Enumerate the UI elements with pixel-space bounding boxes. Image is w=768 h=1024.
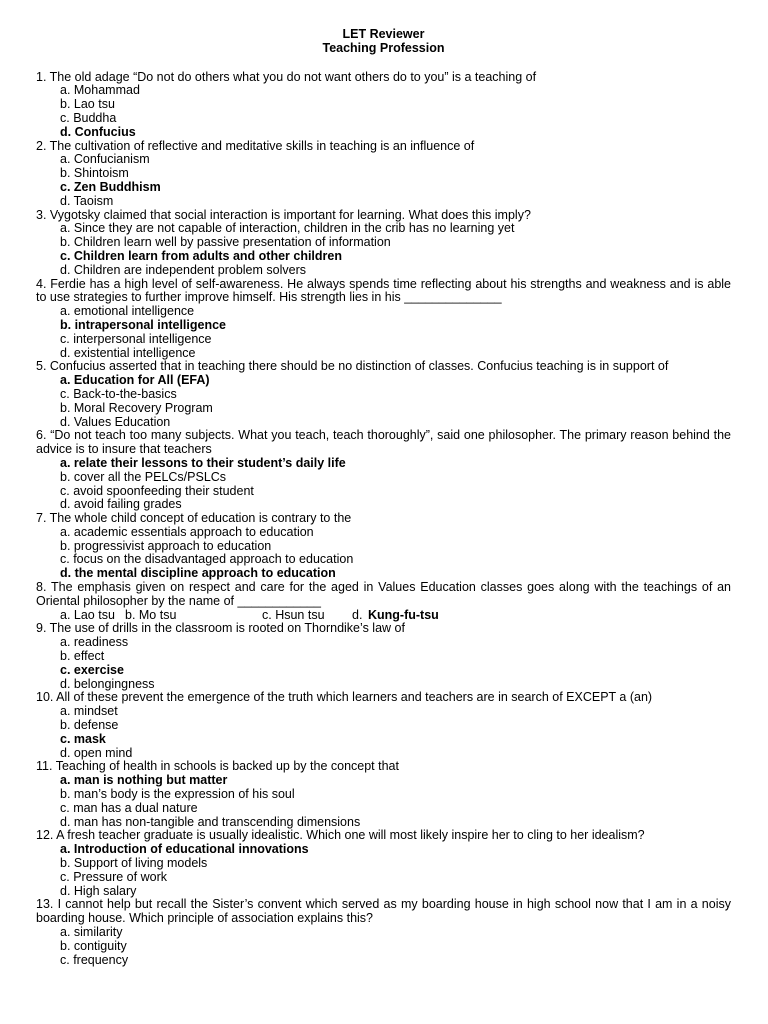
answer-option-correct: Kung-fu-tsu [368, 607, 439, 622]
answer-option-correct: c. Children learn from adults and other children [60, 248, 342, 263]
question-list [36, 71, 731, 968]
answer-option: d. belongingness [60, 676, 155, 691]
document-page [36, 28, 731, 967]
answer-option: a. mindset [60, 704, 118, 719]
answer-option: c. avoid spoonfeeding their student [60, 483, 254, 498]
question-text: 1. The old adage “Do not do others what you do not want others do to you” is a teaching of [36, 69, 537, 84]
answer-option: d. existential intelligence [60, 345, 196, 360]
answer-option: a. similarity [60, 925, 123, 939]
answer-option: a. Mohammad [60, 83, 140, 98]
answer-option-correct: c. Zen Buddhism [60, 179, 161, 194]
question-text: 3. Vygotsky claimed that social interaction is important for learning. What does this imply? [36, 207, 531, 222]
answer-option-correct: c. mask [60, 731, 106, 746]
question-text: 8. The emphasis given on respect and care for the aged in Values Education classes goes along with the teachings of an Oriental philosopher by the name of ____________ [36, 580, 731, 608]
question-text: 13. I cannot help but recall the Sister’s convent which served as my boarding house in high school now that I am in a noisy boarding house. Which principle of association explains this? [36, 897, 731, 926]
document-title: LET Reviewer [342, 27, 425, 41]
answer-option: b. Children learn well by passive presentation of information [60, 235, 391, 250]
answer-option-correct: d. Confucius [60, 124, 136, 139]
answer-option: c. man has a dual nature [60, 800, 198, 815]
answer-option-correct: a. Education for All (EFA) [60, 373, 210, 388]
answer-option: c. interpersonal intelligence [60, 331, 212, 346]
question-text: 11. Teaching of health in schools is backed up by the concept that [36, 759, 399, 774]
question-text: 5. Confucius asserted that in teaching there should be no distinction of classes. Confucius teaching is in support of [36, 359, 669, 374]
answer-option: a. Confucianism [60, 152, 150, 167]
title-spacer [36, 56, 731, 71]
answer-option: c. Hsun tsu [262, 607, 325, 622]
answer-option: b. effect [60, 649, 105, 664]
answer-option: b. Shintoism [60, 166, 129, 181]
question-text: 9. The use of drills in the classroom is rooted on Thorndike’s law of [36, 621, 405, 636]
answer-option: d. avoid failing grades [60, 497, 182, 512]
answer-option: d. High salary [60, 883, 137, 898]
question-text: 6. “Do not teach too many subjects. What you teach, teach thoroughly”, said one philosopher. The primary reason behind the advice is to insure that teachers [36, 428, 731, 457]
answer-option: a. emotional intelligence [60, 304, 195, 319]
answer-option: d. Children are independent problem solvers [60, 262, 306, 277]
answer-option: c. Buddha [60, 110, 117, 125]
answer-option: b. Mo tsu [125, 607, 177, 622]
answer-option-correct: d. the mental discipline approach to education [60, 566, 336, 581]
answer-option: a. academic essentials approach to education [60, 524, 314, 539]
answer-option: d. open mind [60, 745, 133, 760]
answer-option: c. focus on the disadvantaged approach to education [60, 552, 354, 567]
answer-option: b. cover all the PELCs/PSLCs [60, 469, 227, 484]
answer-option: d. man has non-tangible and transcending dimensions [60, 814, 361, 829]
question-text: 10. All of these prevent the emergence of the truth which learners and teachers are in search of EXCEPT a (an) [36, 690, 653, 705]
answer-option: b. Lao tsu [60, 97, 115, 112]
question-text: 7. The whole child concept of education is contrary to the [36, 511, 352, 526]
answer-option: a. readiness [60, 635, 129, 650]
answer-option: d. [352, 607, 363, 622]
question-text: 12. A fresh teacher graduate is usually idealistic. Which one will most likely inspire her to cling to her idealism? [36, 828, 645, 843]
answer-option-correct: a. relate their lessons to their student’s daily life [60, 455, 346, 470]
answer-option: b. man’s body is the expression of his soul [60, 787, 295, 802]
answer-option-correct: a. Introduction of educational innovations [60, 842, 309, 857]
answer-option-row [36, 609, 731, 623]
question-text: 4. Ferdie has a high level of self-awareness. He always spends time reflecting about his strengths and weakness and is able to use strategies to further improve himself. His strength lies in his ______________ [36, 276, 731, 305]
answer-option-correct: c. exercise [60, 662, 124, 677]
answer-option: a. Since they are not capable of interaction, children in the crib has no learning yet [60, 221, 515, 236]
answer-option: b. defense [60, 718, 119, 733]
answer-option: c. Pressure of work [60, 869, 167, 884]
document-subtitle: Teaching Profession [322, 40, 445, 55]
answer-option: b. contiguity [60, 938, 127, 953]
answer-option-correct: b. intrapersonal intelligence [60, 317, 227, 332]
answer-option: d. Taoism [60, 193, 114, 208]
answer-option: a. Lao tsu [60, 607, 115, 622]
answer-option: c. Back-to-the-basics [60, 386, 177, 401]
answer-option: b. progressivist approach to education [60, 538, 272, 553]
answer-option: c. frequency [60, 952, 129, 967]
answer-option: b. Moral Recovery Program [60, 400, 213, 415]
question-text: 2. The cultivation of reflective and meditative skills in teaching is an influence of [36, 138, 475, 153]
answer-option-correct: a. man is nothing but matter [60, 773, 228, 788]
answer-option: d. Values Education [60, 414, 171, 429]
answer-option: b. Support of living models [60, 856, 208, 871]
